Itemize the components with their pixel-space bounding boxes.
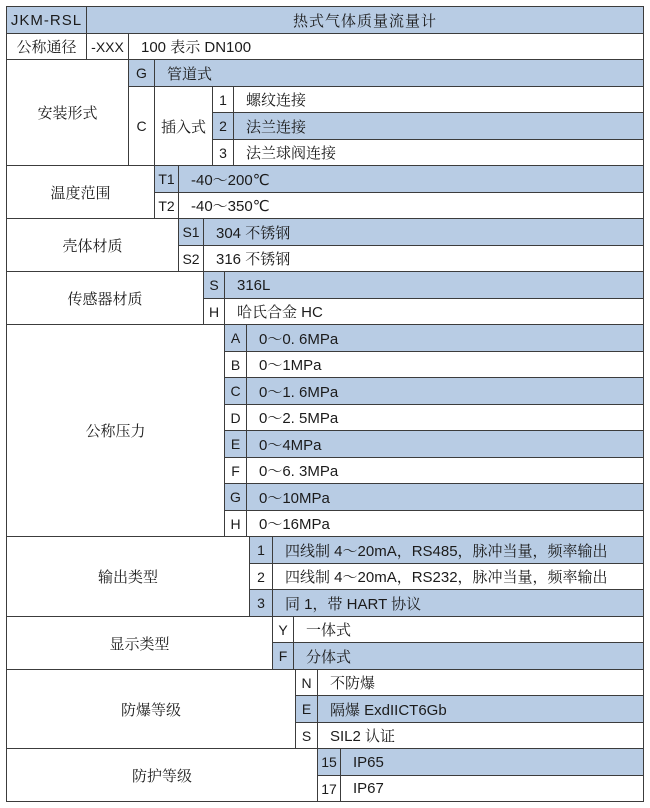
model-selection-table — [6, 6, 644, 802]
option-code: N — [295, 669, 318, 696]
suboption-desc: 法兰连接 — [233, 112, 644, 140]
option-code: Y — [272, 616, 294, 643]
option-desc: 同 1，带 HART 协议 — [272, 589, 644, 617]
spec-label-4: 传感器材质 — [6, 271, 204, 325]
option-desc: 316 不锈钢 — [203, 245, 644, 272]
spec-label-1: 安装形式 — [6, 59, 129, 166]
option-code: A — [224, 324, 247, 352]
option-code: S — [203, 271, 225, 299]
spec-label-9: 防护等级 — [6, 748, 318, 802]
option-code: D — [224, 404, 247, 431]
option-desc: 316L — [224, 271, 644, 299]
option-desc: IP67 — [340, 775, 644, 802]
option-desc: 管道式 — [154, 59, 644, 87]
suboption-code: 2 — [212, 112, 234, 140]
option-code: 3 — [249, 589, 273, 617]
option-code: H — [203, 298, 225, 325]
option-desc: 0～10MPa — [246, 483, 644, 511]
option-desc: 哈氏合金 HC — [224, 298, 644, 325]
option-code: H — [224, 510, 247, 537]
spec-label-7: 显示类型 — [6, 616, 273, 670]
table-title: 热式气体质量流量计 — [86, 6, 644, 34]
option-desc: 0～1. 6MPa — [246, 377, 644, 405]
spec-label-8: 防爆等级 — [6, 669, 296, 749]
option-code: -XXX — [86, 33, 129, 60]
option-code: T1 — [154, 165, 179, 193]
spec-label-5: 公称压力 — [6, 324, 225, 537]
option-desc: 304 不锈钢 — [203, 218, 644, 246]
option-desc: 0～16MPa — [246, 510, 644, 537]
option-desc: SIL2 认证 — [317, 722, 644, 749]
option-code: E — [295, 695, 318, 723]
option-code: S1 — [178, 218, 204, 246]
option-code: T2 — [154, 192, 179, 219]
option-desc: 隔爆 ExdIICT6Gb — [317, 695, 644, 723]
model-code: JKM-RSL — [6, 6, 87, 34]
option-desc: 插入式 — [154, 86, 213, 166]
option-code: B — [224, 351, 247, 378]
suboption-desc: 螺纹连接 — [233, 86, 644, 113]
option-code: C — [128, 86, 155, 166]
spec-label-2: 温度范围 — [6, 165, 155, 219]
option-desc: 0～0. 6MPa — [246, 324, 644, 352]
spec-label-3: 壳体材质 — [6, 218, 179, 272]
suboption-code: 3 — [212, 139, 234, 166]
option-code: S — [295, 722, 318, 749]
option-desc: 0～2. 5MPa — [246, 404, 644, 431]
option-code: 2 — [249, 563, 273, 590]
suboption-code: 1 — [212, 86, 234, 113]
option-desc: 不防爆 — [317, 669, 644, 696]
option-code: F — [272, 642, 294, 670]
suboption-desc: 法兰球阀连接 — [233, 139, 644, 166]
option-desc: -40～350℃ — [178, 192, 644, 219]
option-code: G — [224, 483, 247, 511]
option-desc: 0～6. 3MPa — [246, 457, 644, 484]
option-code: S2 — [178, 245, 204, 272]
option-desc: 分体式 — [293, 642, 644, 670]
option-code: C — [224, 377, 247, 405]
option-desc: 一体式 — [293, 616, 644, 643]
option-code: 1 — [249, 536, 273, 564]
spec-label-0: 公称通径 — [6, 33, 87, 60]
option-desc: IP65 — [340, 748, 644, 776]
option-code: 17 — [317, 775, 341, 802]
option-code: F — [224, 457, 247, 484]
option-desc: 四线制 4～20mA，RS485，脉冲当量，频率输出 — [272, 536, 644, 564]
option-code: 15 — [317, 748, 341, 776]
option-desc: 0～1MPa — [246, 351, 644, 378]
option-desc: 四线制 4～20mA，RS232，脉冲当量，频率输出 — [272, 563, 644, 590]
option-desc: 0～4MPa — [246, 430, 644, 458]
spec-label-6: 输出类型 — [6, 536, 250, 617]
option-code: G — [128, 59, 155, 87]
option-code: E — [224, 430, 247, 458]
option-desc: 100 表示 DN100 — [128, 33, 644, 60]
option-desc: -40～200℃ — [178, 165, 644, 193]
